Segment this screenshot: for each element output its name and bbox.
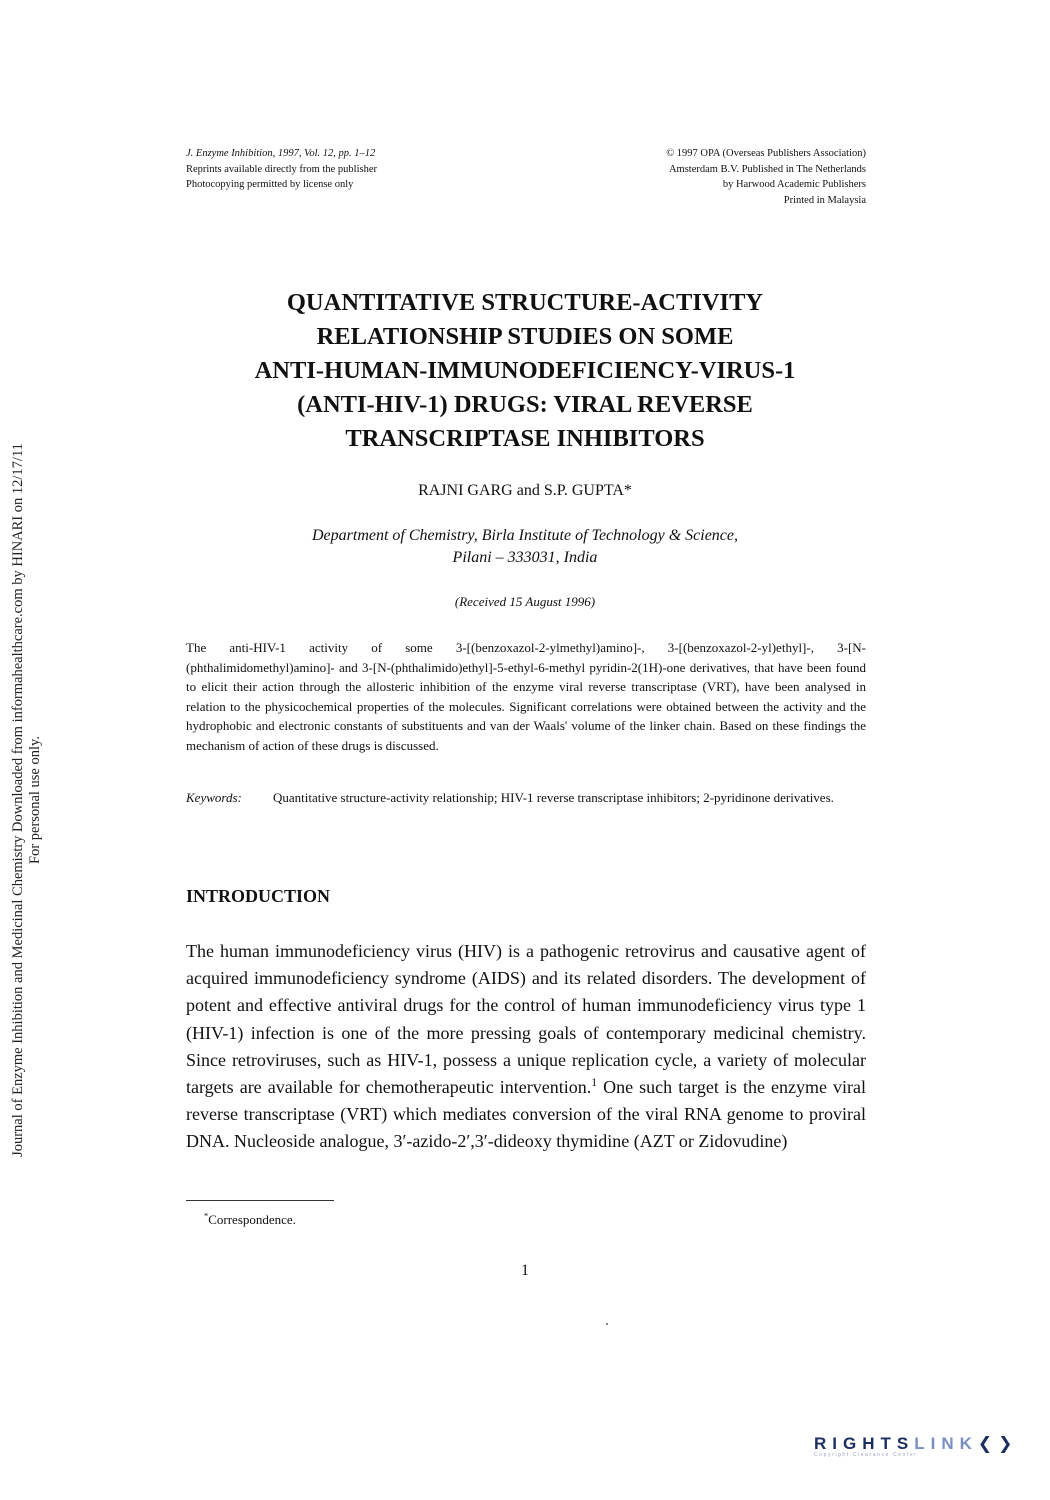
keywords-text: Quantitative structure-activity relationship; HIV-1 reverse transcriptase inhibitors; 2-pyridinone derivatives.: [273, 790, 834, 805]
copyright-line: © 1997 OPA (Overseas Publishers Association): [666, 148, 866, 159]
publisher-name: by Harwood Academic Publishers: [722, 179, 866, 190]
keywords-label: Keywords:: [186, 790, 242, 805]
footnote-mark: *: [204, 1210, 209, 1221]
reference-marker: 1: [591, 1076, 598, 1090]
footnote-rule: [186, 1200, 334, 1201]
received-date: (Received 15 August 1996): [454, 594, 596, 609]
affiliation: [150, 525, 900, 569]
logo-word-dark: RIGHTS: [814, 1434, 915, 1453]
affiliation-line-2: Pilani – 333031, India: [452, 549, 598, 566]
photocopy-note: Photocopying permitted by license only: [186, 179, 354, 190]
intro-part-2: One such target is the enzyme viral reverse transcriptase (VRT) which mediates conversion of the viral RNA genome to proviral DNA. Nucleoside analogue, 3′-azido-2′,3′-dideoxy thymidine (AZT or Zidovudine): [186, 1077, 866, 1152]
publisher-location: Amsterdam B.V. Published in The Netherlands: [668, 163, 866, 175]
introduction-text: [186, 938, 866, 1156]
rightslink-wordmark: [814, 1434, 1028, 1454]
authors: RAJNI GARG and S.P. GUPTA*: [418, 482, 632, 499]
logo-chevron-icon: ❮❯: [977, 1434, 1019, 1453]
watermark-line-2: For personal use only.: [27, 736, 43, 864]
reprints-note: Reprints available directly from the publisher: [186, 163, 377, 175]
watermark-line-1: Journal of Enzyme Inhibition and Medicinal Chemistry Downloaded from informahealthcare.com by HINARI on 12/17/11: [10, 443, 26, 1157]
section-heading: INTRODUCTION: [186, 886, 331, 906]
logo-subtitle: Copyright Clearance Center: [814, 1452, 918, 1458]
publisher-info: [666, 146, 866, 208]
journal-info: [186, 146, 377, 193]
footnote: [204, 1212, 296, 1228]
title-line: (ANTI-HIV-1) DRUGS: VIRAL REVERSE: [297, 391, 753, 418]
download-watermark: [4, 430, 50, 1170]
printed-in: Printed in Malaysia: [783, 194, 866, 206]
abstract: The anti-HIV-1 activity of some 3-[(benzoxazol-2-ylmethyl)amino]-, 3-[(benzoxazol-2-yl)ethyl]-, 3-[N-(phthalimidomethyl)amino]- and 3-[N-(phthalimido)ethyl]-5-ethyl-6-methyl pyridin-2(1H)-one derivatives, that have been found to elicit their action through the allosteric inhibition of the enzyme viral reverse transcriptase (VRT), have been analysed in relation to the physicochemical properties of the molecules. Significant correlations were obtained between the activity and the hydrophobic and electronic constants of substituents and van der Waals' volume of the linker chain. Based on these findings the mechanism of action of these drugs is discussed.: [186, 640, 866, 753]
affiliation-line-1: Department of Chemistry, Birla Institute of Technology & Science,: [311, 527, 738, 544]
title-line: ANTI-HUMAN-IMMUNODEFICIENCY-VIRUS-1: [254, 357, 796, 384]
title-line: TRANSCRIPTASE INHIBITORS: [345, 425, 705, 452]
scan-speck: [606, 1323, 608, 1325]
page-number: 1: [521, 1262, 529, 1279]
logo-word-light: LINK: [914, 1434, 978, 1453]
journal-citation: J. Enzyme Inhibition, 1997, Vol. 12, pp. 1–12: [186, 148, 376, 159]
title-line: QUANTITATIVE STRUCTURE-ACTIVITY: [286, 289, 764, 316]
article-title: [150, 286, 900, 456]
intro-part-1: The human immunodeficiency virus (HIV) is a pathogenic retrovirus and causative agent of acquired immunodeficiency syndrome (AIDS) and its related disorders. The development of potent and effective antiviral drugs for the control of human immunodeficiency virus type 1 (HIV-1) infection is one of the more pressing goals of contemporary medicinal chemistry. Since retroviruses, such as HIV-1, possess a unique replication cycle, a variety of molecular targets are available for chemotherapeutic intervention.: [186, 941, 866, 1098]
footnote-text: Correspondence.: [208, 1212, 296, 1227]
title-line: RELATIONSHIP STUDIES ON SOME: [316, 323, 734, 350]
rightslink-logo: [814, 1434, 1028, 1464]
